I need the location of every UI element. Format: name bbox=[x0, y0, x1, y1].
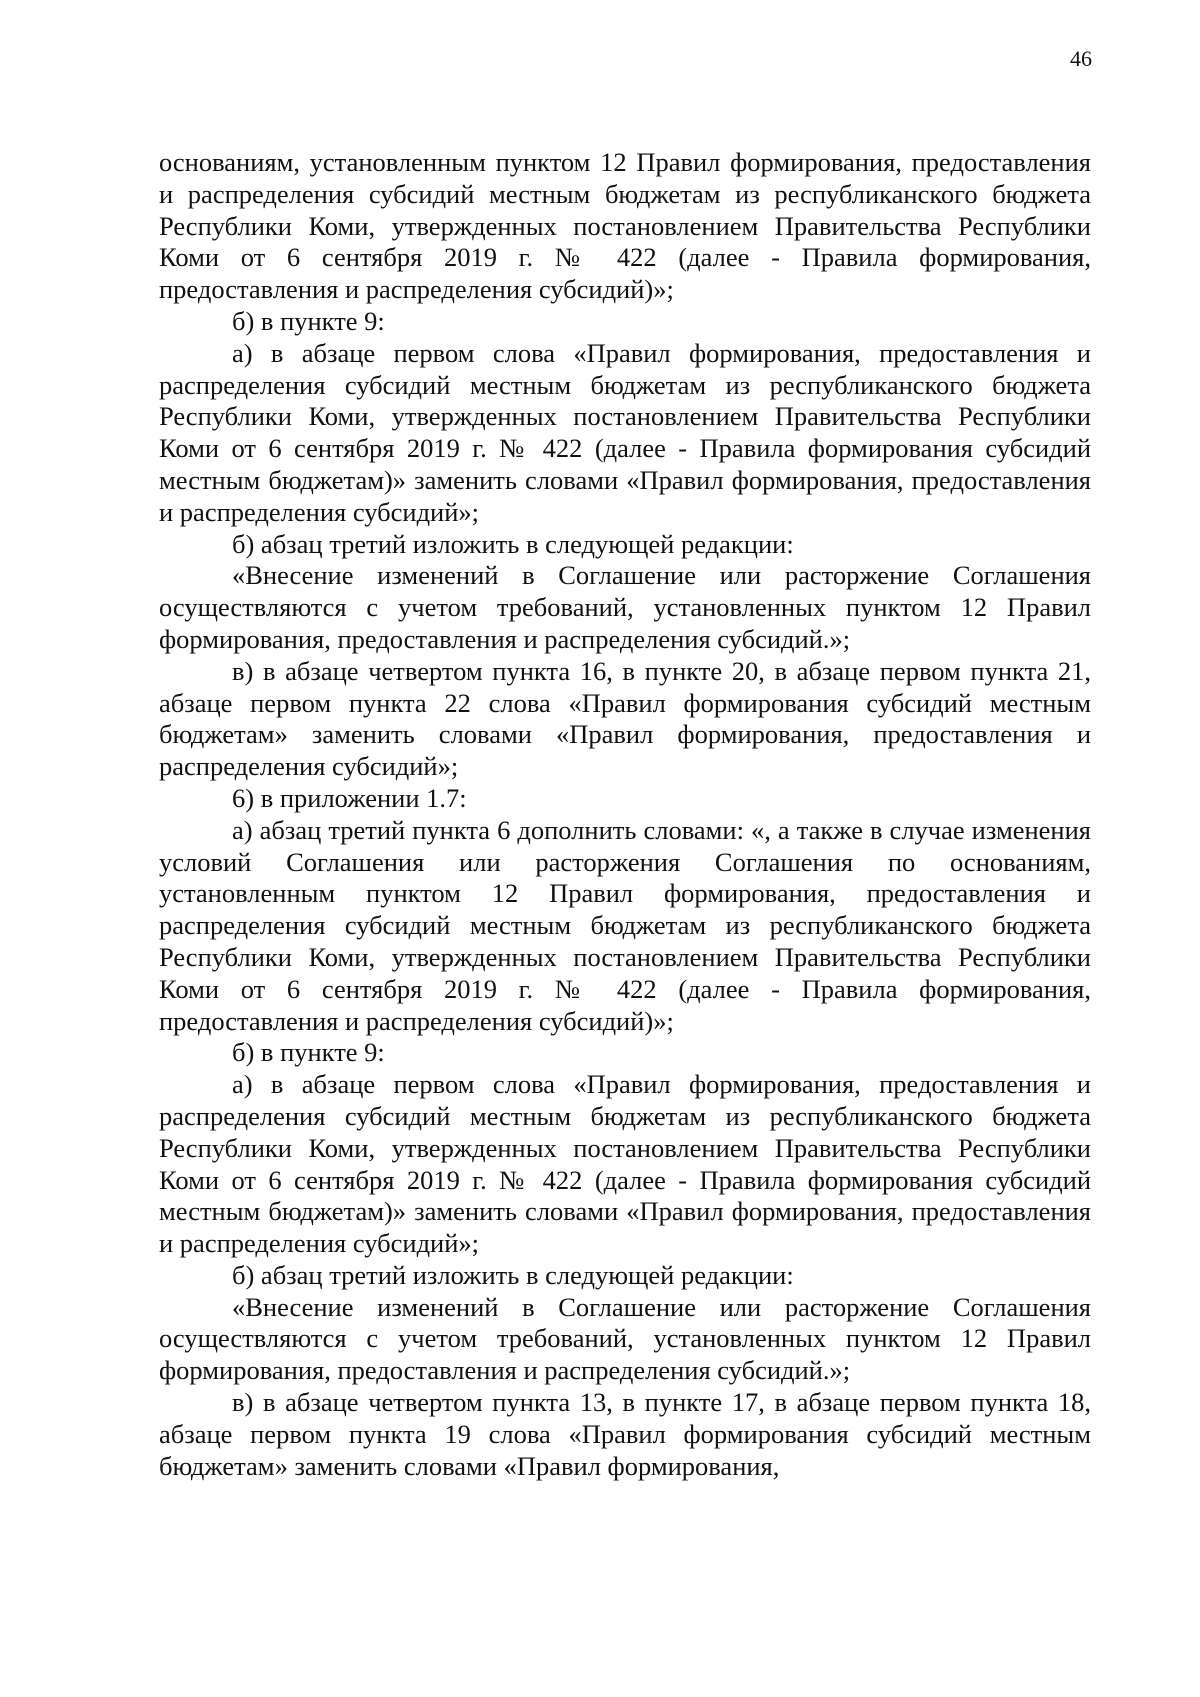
paragraph: в) в абзаце четвертом пункта 13, в пункте 17, в абзаце первом пункта 18, абзаце первом пункта 19 слова «Правил формирования субсидий местным бюджетам» заменить словами «Правил формирования, bbox=[159, 1387, 1091, 1481]
paragraph: а) абзац третий пункта 6 дополнить словами: «, а также в случае изменения условий Соглашения или расторжения Соглашения по основаниям, установленным пунктом 12 Правил формирования, предоставления и распределения субсидий местным бюджетам из республиканского бюджета Республики Коми, утвержденных постановлением Правительства Республики Коми от 6 сентября 2019 г. № 422 (далее - Правила формирования, предоставления и распределения субсидий)»; bbox=[159, 814, 1091, 1036]
paragraph: а) в абзаце первом слова «Правил формирования, предоставления и распределения субсидий местным бюджетам из республиканского бюджета Республики Коми, утвержденных постановлением Правительства Республики Коми от 6 сентября 2019 г. № 422 (далее - Правила формирования субсидий местным бюджетам)» заменить словами «Правил формирования, предоставления и распределения субсидий»; bbox=[159, 1069, 1091, 1259]
paragraph: в) в абзаце четвертом пункта 16, в пункте 20, в абзаце первом пункта 21, абзаце первом пункта 22 слова «Правил формирования субсидий местным бюджетам» заменить словами «Правил формирования, предоставления и распределения субсидий»; bbox=[159, 655, 1091, 782]
paragraph: «Внесение изменений в Соглашение или расторжение Соглашения осуществляются с учетом требований, установленных пунктом 12 Правил формирования, предоставления и распределения субсидий.»; bbox=[159, 1291, 1091, 1386]
page-number: 46 bbox=[1070, 46, 1092, 71]
paragraph: основаниям, установленным пунктом 12 Правил формирования, предоставления и распределения субсидий местным бюджетам из республиканского бюджета Республики Коми, утвержденных постановлением Правительства Республики Коми от 6 сентября 2019 г. № 422 (далее - Правила формирования, предоставления и распределения субсидий)»; bbox=[159, 147, 1091, 305]
paragraph: б) в пункте 9: bbox=[232, 305, 385, 336]
paragraph: «Внесение изменений в Соглашение или расторжение Соглашения осуществляются с учетом требований, установленных пунктом 12 Правил формирования, предоставления и распределения субсидий.»; bbox=[159, 560, 1091, 654]
paragraph: а) в абзаце первом слова «Правил формирования, предоставления и распределения субсидий местным бюджетам из республиканского бюджета Республики Коми, утвержденных постановлением Правительства Республики Коми от 6 сентября 2019 г. № 422 (далее - Правила формирования субсидий местным бюджетам)» заменить словами «Правил формирования, предоставления и распределения субсидий»; bbox=[159, 337, 1091, 527]
paragraph: б) абзац третий изложить в следующей редакции: bbox=[232, 528, 794, 559]
document-body bbox=[159, 147, 1091, 1482]
paragraph: б) в пункте 9: bbox=[232, 1037, 385, 1068]
paragraph: 6) в приложении 1.7: bbox=[232, 782, 467, 813]
paragraph: б) абзац третий изложить в следующей редакции: bbox=[232, 1259, 794, 1290]
